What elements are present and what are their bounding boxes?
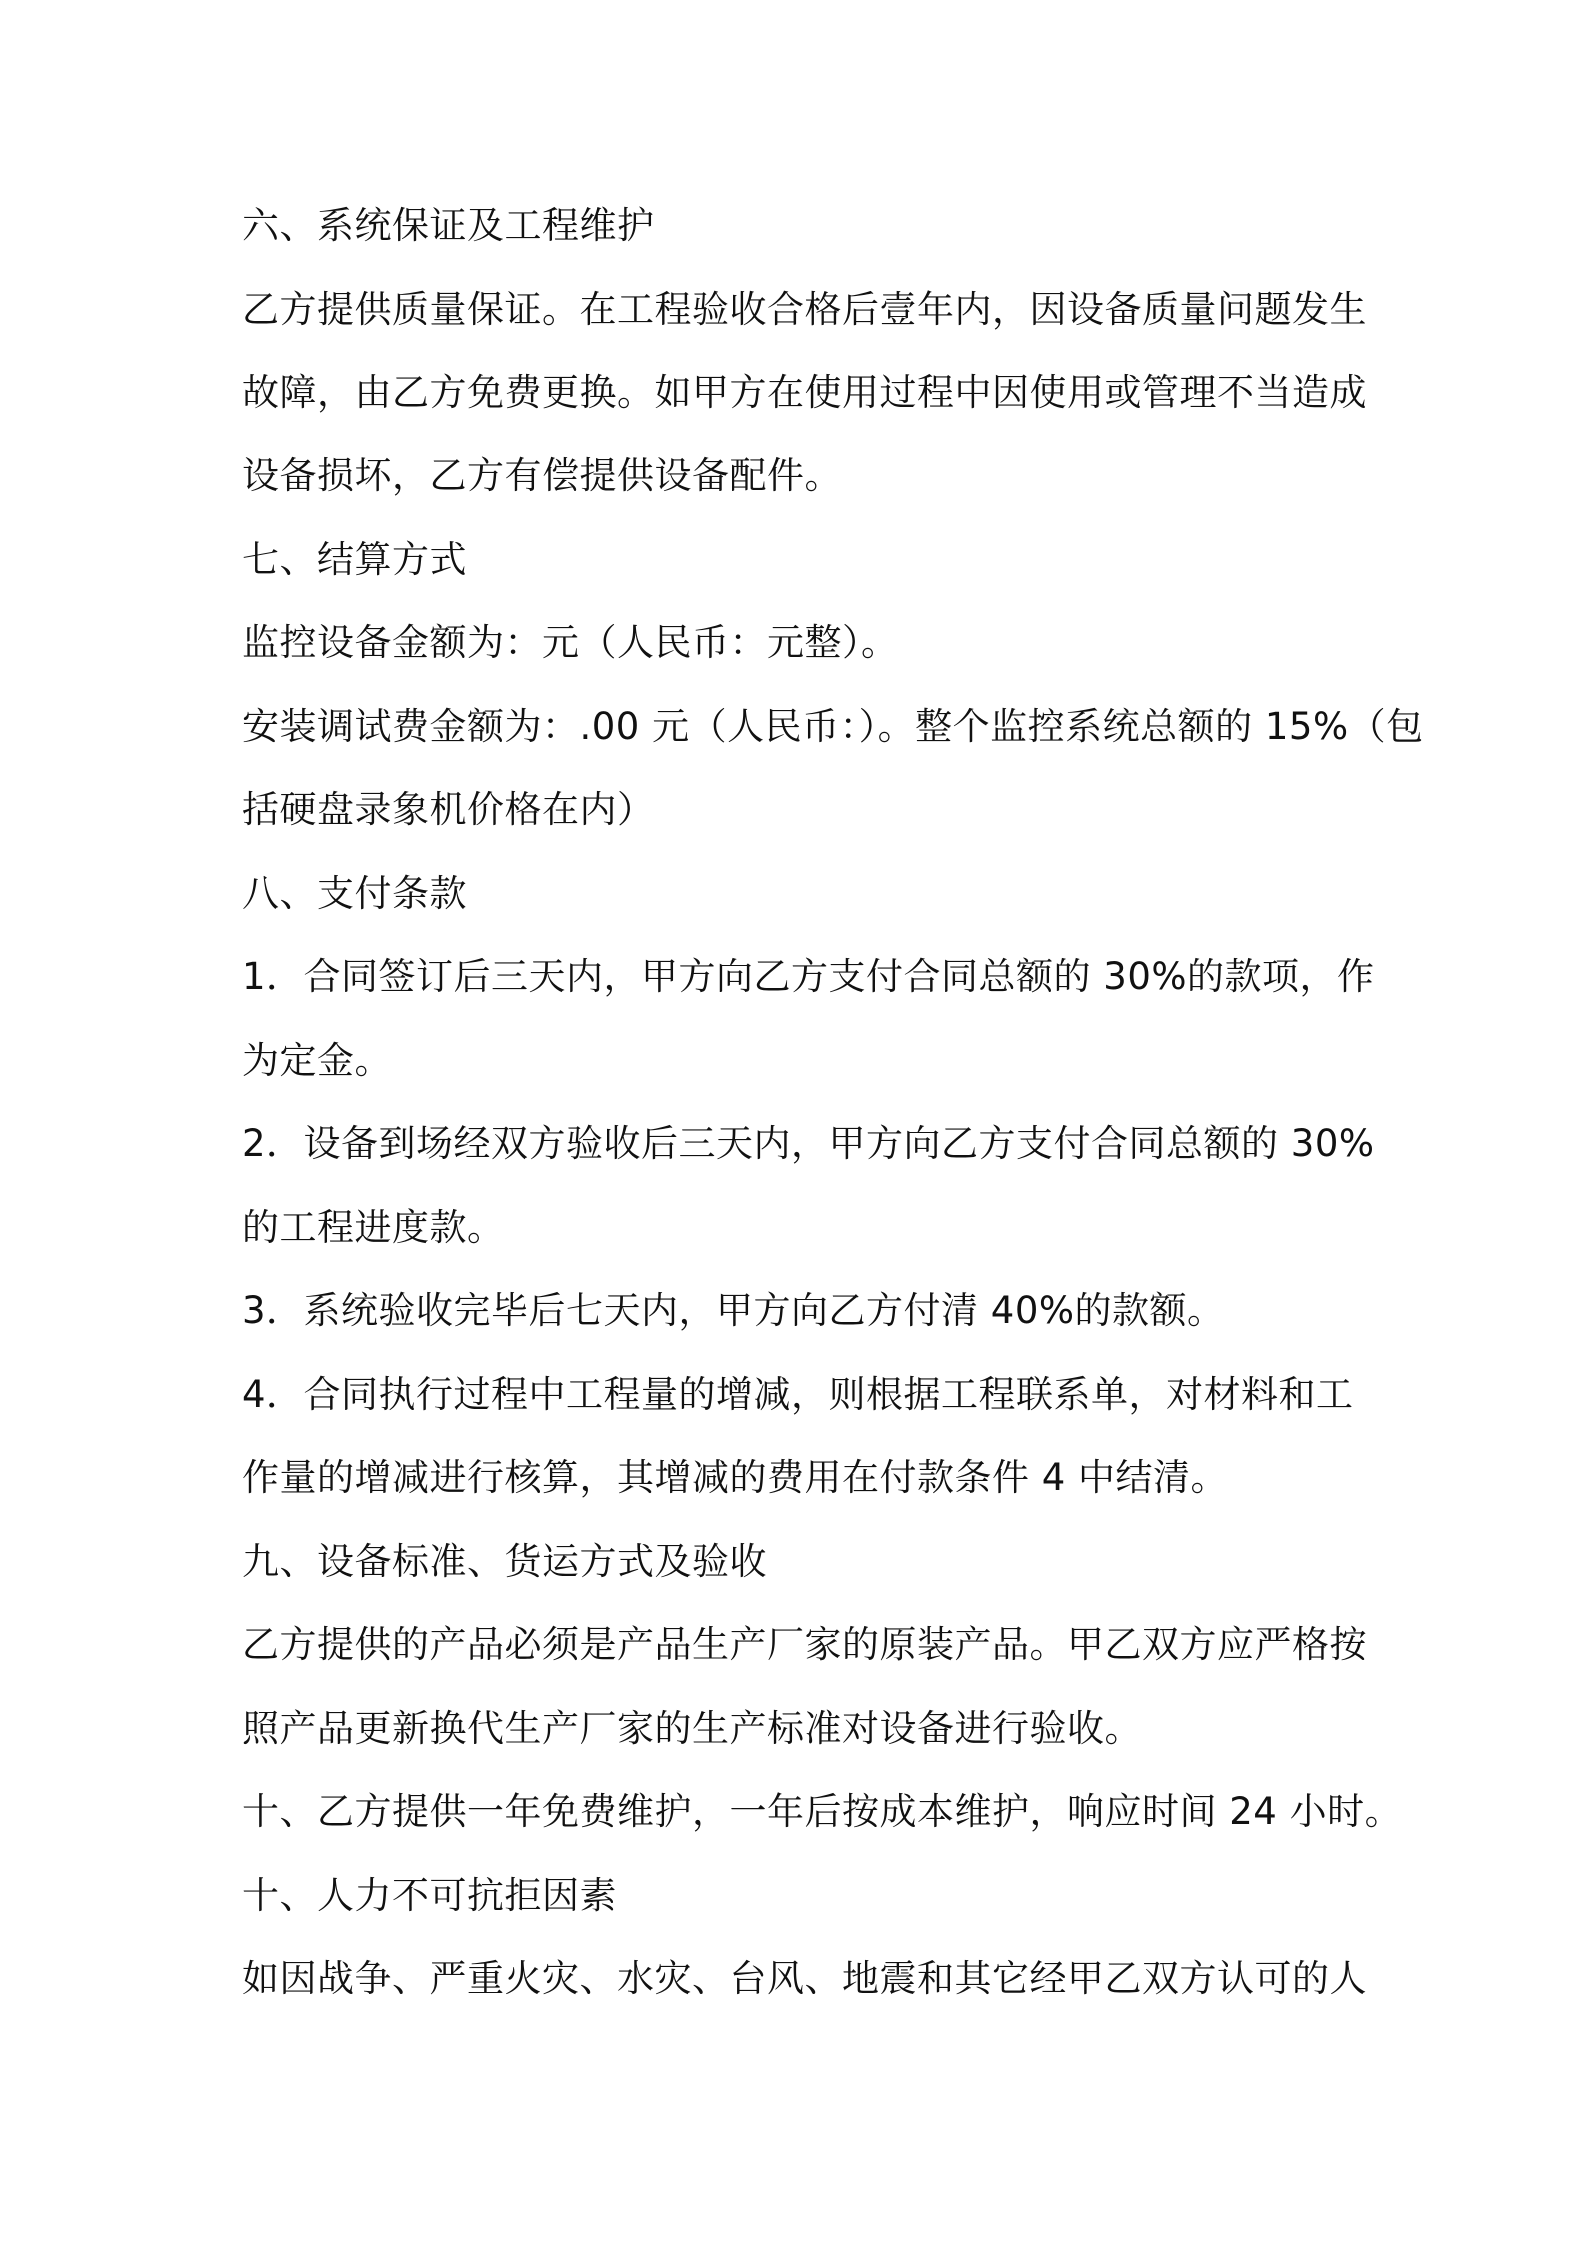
section-heading-9: 九、设备标准、货运方式及验收 xyxy=(242,1540,767,1583)
payment-term-line: 为定金。 xyxy=(242,1039,392,1082)
payment-term-line: 1．合同签订后三天内，甲方向乙方支付合同总额的 30%的款项，作 xyxy=(242,955,1375,998)
payment-term-line: 2．设备到场经双方验收后三天内，甲方向乙方支付合同总额的 30% xyxy=(242,1122,1375,1165)
section-heading-7: 七、结算方式 xyxy=(242,538,467,581)
paragraph-line: 如因战争、严重火灾、水灾、台风、地震和其它经甲乙双方认可的人 xyxy=(242,1957,1367,2000)
paragraph-line: 监控设备金额为：元（人民币：元整）。 xyxy=(242,621,899,664)
payment-term-line: 3．系统验收完毕后七天内，甲方向乙方付清 40%的款额。 xyxy=(242,1289,1225,1332)
paragraph-line: 故障，由乙方免费更换。如甲方在使用过程中因使用或管理不当造成 xyxy=(242,371,1367,414)
paragraph-line: 乙方提供的产品必须是产品生产厂家的原装产品。甲乙双方应严格按 xyxy=(242,1623,1367,1666)
paragraph-line: 安装调试费金额为：.00 元（人民币：）。整个监控系统总额的 15%（包 xyxy=(242,705,1424,748)
paragraph-line: 乙方提供质量保证。在工程验收合格后壹年内，因设备质量问题发生 xyxy=(242,288,1367,331)
paragraph-line: 照产品更新换代生产厂家的生产标准对设备进行验收。 xyxy=(242,1707,1142,1750)
section-heading-10b: 十、人力不可抗拒因素 xyxy=(242,1874,617,1917)
payment-term-line: 作量的增减进行核算，其增减的费用在付款条件 4 中结清。 xyxy=(242,1456,1229,1499)
section-heading-10: 十、乙方提供一年免费维护，一年后按成本维护，响应时间 24 小时。 xyxy=(242,1790,1403,1833)
payment-term-line: 的工程进度款。 xyxy=(242,1206,505,1249)
paragraph-line: 设备损坏，乙方有偿提供设备配件。 xyxy=(242,454,842,497)
payment-term-line: 4．合同执行过程中工程量的增减，则根据工程联系单，对材料和工 xyxy=(242,1373,1354,1416)
section-heading-8: 八、支付条款 xyxy=(242,872,467,915)
paragraph-line: 括硬盘录象机价格在内） xyxy=(242,788,655,831)
section-heading-6: 六、系统保证及工程维护 xyxy=(242,204,655,247)
